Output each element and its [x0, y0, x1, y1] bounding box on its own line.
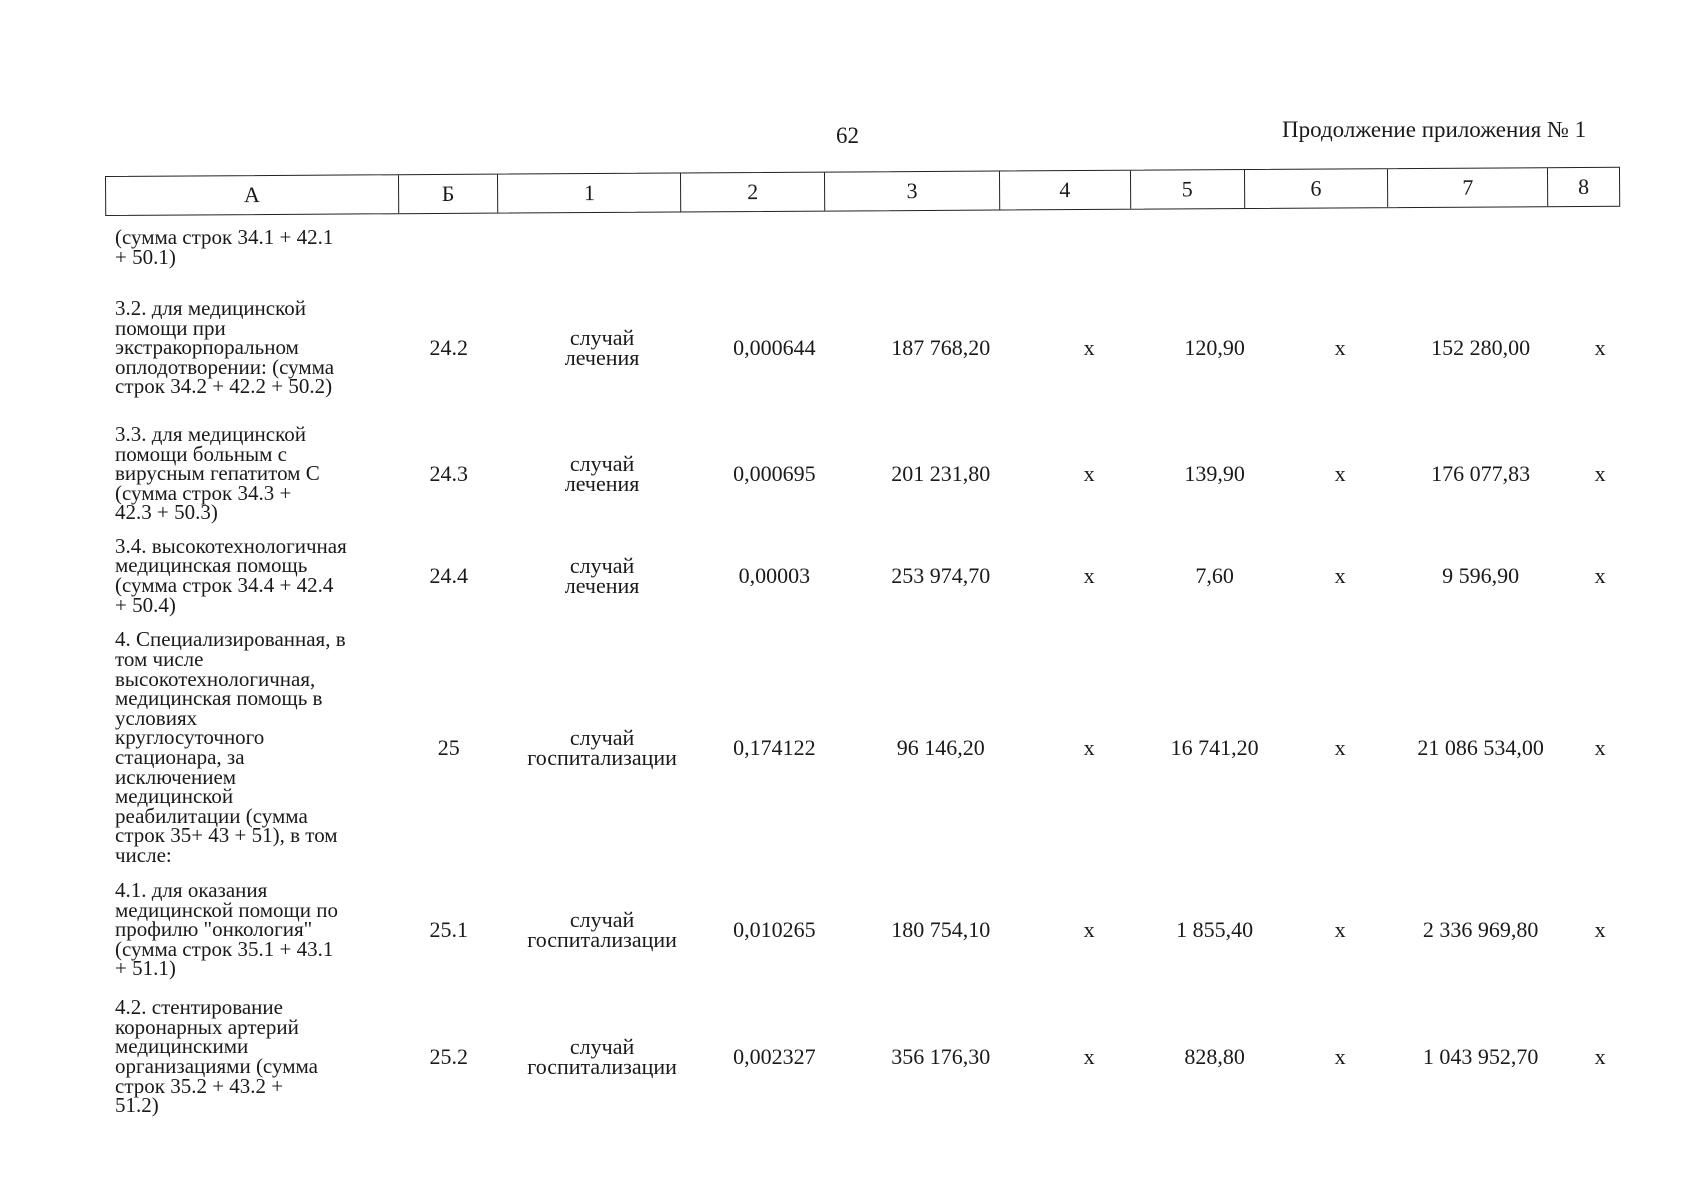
row-line-number: 25.1 [429, 917, 468, 942]
row-line-number: 25.2 [429, 1044, 468, 1069]
row-col8: х [1594, 563, 1606, 588]
row-col6: х [1334, 735, 1346, 760]
row-col8: х [1594, 917, 1606, 942]
row-col6: х [1334, 1044, 1346, 1069]
row-description: 3.4. высокотехнологичная медицинская помощь (сумма строк 34.4 + 42.4 + 50.4) [115, 533, 347, 617]
column-header-b: Б [399, 175, 499, 214]
row-col4: х [1083, 461, 1095, 486]
row-col4: х [1083, 563, 1095, 588]
column-header-2: 2 [681, 173, 825, 212]
row-col8: х [1594, 335, 1606, 360]
page-number: 62 [836, 123, 859, 148]
row-per-capita: 828,80 [1184, 1044, 1245, 1069]
row-cost-norm: 180 754,10 [891, 917, 991, 942]
row-total: 2 336 969,80 [1422, 917, 1539, 942]
row-description: 3.3. для медицинской помощи больным с вирусным гепатитом С (сумма строк 34.3 + 42.3 + 50.3) [115, 422, 320, 525]
row-volume-norm: 0,002327 [733, 1044, 816, 1069]
row-col6: х [1334, 563, 1346, 588]
row-line-number: 25 [437, 735, 460, 760]
row-unit: случай госпитализации [527, 1034, 677, 1079]
row-col8: х [1594, 735, 1606, 760]
table-row [105, 296, 1635, 400]
row-total: 152 280,00 [1431, 335, 1531, 360]
row-description: (сумма строк 34.1 + 42.1 + 50.1) [115, 225, 334, 269]
row-cost-norm: 201 231,80 [891, 461, 991, 486]
row-volume-norm: 0,010265 [733, 917, 816, 942]
row-col6: х [1334, 335, 1346, 360]
row-col4: х [1083, 917, 1095, 942]
row-per-capita: 120,90 [1184, 335, 1245, 360]
row-description: 3.2. для медицинской помощи при экстракорпоральном оплодотворении: (сумма строк 34.2 + 42.2 + 50.2) [115, 296, 335, 399]
row-col4: х [1083, 335, 1095, 360]
row-total: 176 077,83 [1431, 461, 1531, 486]
row-total: 9 596,90 [1442, 563, 1520, 588]
row-per-capita: 1 855,40 [1176, 917, 1254, 942]
row-description: 4.1. для оказания медицинской помощи по профилю "онкология" (сумма строк 35.1 + 43.1 + 51.1) [115, 878, 338, 981]
row-cost-norm: 187 768,20 [891, 335, 991, 360]
row-unit: случай лечения [564, 325, 640, 370]
table-header-row [105, 167, 1620, 216]
table-row [105, 424, 1635, 524]
column-header-6: 6 [1244, 169, 1388, 208]
appendix-continuation-note: Продолжение приложения № 1 [1282, 117, 1587, 142]
row-unit: случай госпитализации [527, 907, 677, 952]
row-col4: х [1083, 735, 1095, 760]
table-row [105, 226, 1635, 270]
table-row [105, 628, 1635, 868]
table-row [105, 534, 1635, 618]
row-volume-norm: 0,00003 [738, 563, 811, 588]
row-total: 1 043 952,70 [1422, 1044, 1539, 1069]
row-volume-norm: 0,000644 [733, 335, 816, 360]
table-row [105, 996, 1635, 1118]
row-col8: х [1594, 1044, 1606, 1069]
row-per-capita: 139,90 [1184, 461, 1245, 486]
row-unit: случай лечения [564, 451, 640, 496]
row-cost-norm: 356 176,30 [891, 1044, 991, 1069]
row-col6: х [1334, 461, 1346, 486]
row-per-capita: 7,60 [1195, 563, 1234, 588]
row-line-number: 24.4 [429, 563, 468, 588]
column-header-1: 1 [498, 173, 681, 212]
row-volume-norm: 0,174122 [733, 735, 816, 760]
row-volume-norm: 0,000695 [733, 461, 816, 486]
row-per-capita: 16 741,20 [1170, 735, 1259, 760]
row-col4: х [1083, 1044, 1095, 1069]
row-cost-norm: 253 974,70 [891, 563, 991, 588]
row-cost-norm: 96 146,20 [896, 735, 985, 760]
column-header-5: 5 [1131, 170, 1245, 209]
row-line-number: 24.2 [429, 335, 468, 360]
column-header-3: 3 [825, 172, 1000, 211]
table-row [105, 880, 1635, 980]
column-header-7: 7 [1388, 168, 1548, 207]
row-description: 4.2. стентирование коронарных артерий медицинскими организациями (сумма строк 35.2 + 43.2 + 51.2) [115, 995, 318, 1118]
column-header-4: 4 [1000, 171, 1131, 210]
column-header-8: 8 [1578, 173, 1590, 200]
row-unit: случай лечения [564, 553, 640, 598]
row-line-number: 24.3 [429, 461, 468, 486]
row-col8: х [1594, 461, 1606, 486]
column-header-a: А [106, 175, 399, 215]
row-description: 4. Специализированная, в том числе высокотехнологичная, медицинская помощь в условиях круглосуточного стационара, за исключением медицинской реабилитации (сумма строк 35+ 43 + 51), в том числе: [115, 627, 346, 867]
row-unit: случай госпитализации [527, 725, 677, 770]
row-col6: х [1334, 917, 1346, 942]
row-total: 21 086 534,00 [1417, 735, 1544, 760]
